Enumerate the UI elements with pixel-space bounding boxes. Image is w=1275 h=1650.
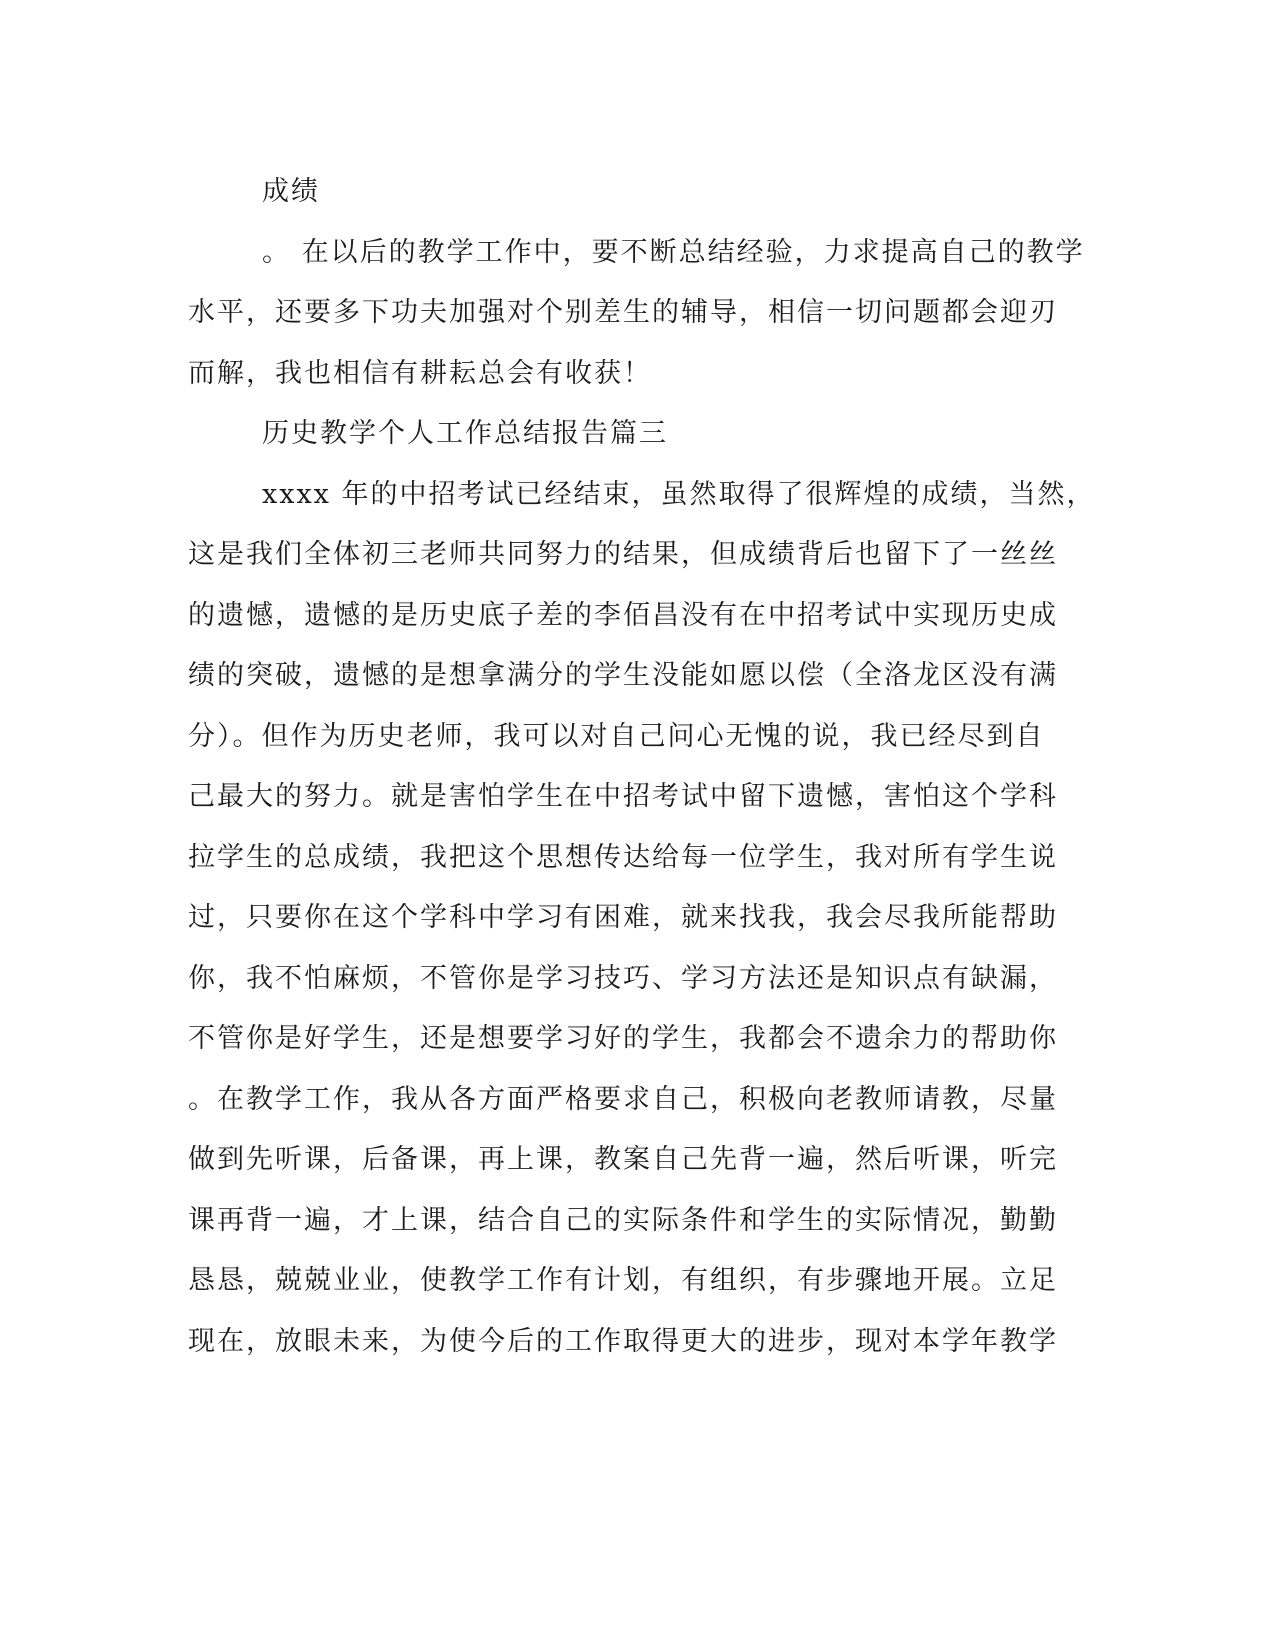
paragraph-line-4: 而解，我也相信有耕耘总会有收获！ <box>188 357 652 389</box>
paragraph-line-6: xxxx 年的中招考试已经结束，虽然取得了很辉煌的成绩，当然， <box>262 478 1096 510</box>
paragraph-line-11: 己最大的努力。就是害怕学生在中招考试中留下遗憾，害怕这个学科 <box>188 781 1058 812</box>
paragraph-line-16: 。在教学工作，我从各方面严格要求自己，积极向老教师请教，尽量 <box>188 1083 1058 1115</box>
paragraph-line-8: 的遗憾，遗憾的是历史底子差的李佰昌没有在中招考试中实现历史成 <box>188 599 1058 631</box>
section-heading: 历史教学个人工作总结报告篇三 <box>262 418 668 449</box>
paragraph-line-15: 不管你是好学生，还是想要学习好的学生，我都会不遗余力的帮助你 <box>188 1023 1058 1054</box>
paragraph-line-19: 恳恳，兢兢业业，使教学工作有计划，有组织，有步骤地开展。立足 <box>188 1265 1058 1296</box>
paragraph-line-10: 分）。但作为历史老师，我可以对自己问心无愧的说，我已经尽到自 <box>188 720 1045 752</box>
paragraph-line-12: 拉学生的总成绩，我把这个思想传达给每一位学生，我对所有学生说 <box>188 841 1058 873</box>
paragraph-line-17: 做到先听课，后备课，再上课，教案自己先背一遍，然后听课，听完 <box>188 1144 1058 1175</box>
paragraph-line-7: 这是我们全体初三老师共同努力的结果，但成绩背后也留下了一丝丝 <box>188 539 1058 570</box>
paragraph-line-9: 绩的突破，遗憾的是想拿满分的学生没能如愿以偿（全洛龙区没有满 <box>188 660 1058 691</box>
paragraph-line-2: 。 在以后的教学工作中，要不断总结经验，力求提高自己的教学 <box>262 236 1085 268</box>
document-body <box>188 162 1096 1372</box>
paragraph-line-14: 你，我不怕麻烦，不管你是学习技巧、学习方法还是知识点有缺漏， <box>188 962 1058 994</box>
paragraph-line-3: 水平，还要多下功夫加强对个别差生的辅导，相信一切问题都会迎刃 <box>188 297 1058 328</box>
paragraph-line-13: 过，只要你在这个学科中学习有困难，就来找我，我会尽我所能帮助 <box>188 902 1058 933</box>
paragraph-line-1: 成绩 <box>262 176 320 207</box>
paragraph-line-18: 课再背一遍，才上课，结合自己的实际条件和学生的实际情况，勤勤 <box>188 1204 1058 1236</box>
paragraph-line-20: 现在，放眼未来，为使今后的工作取得更大的进步，现对本学年教学 <box>188 1325 1058 1357</box>
